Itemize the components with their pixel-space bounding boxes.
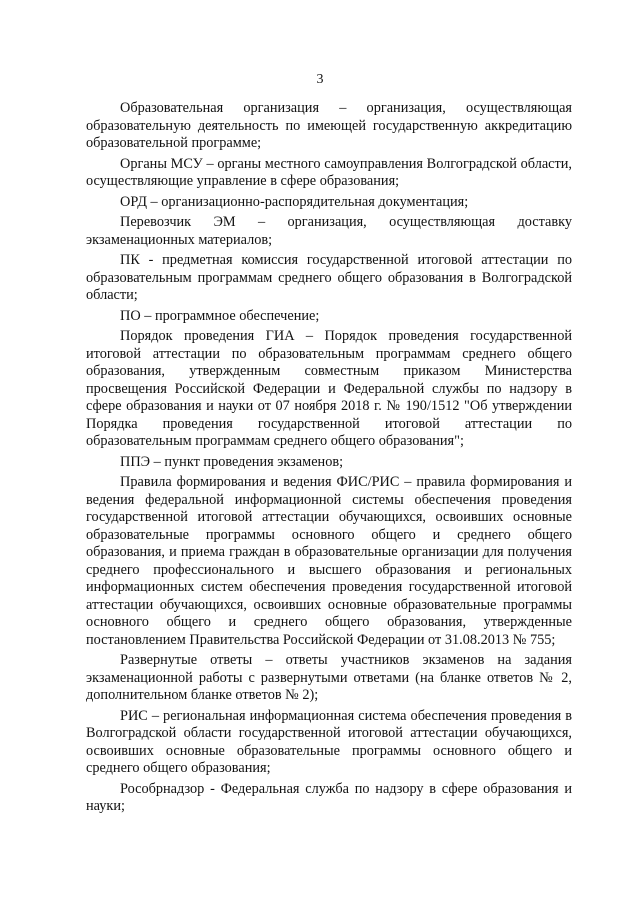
paragraph-ris: РИС – региональная информационная система обеспечения проведения в Волгоградской области государственной итоговой аттестации обучающихся, освоивших основные образовательные программы основного общего и среднего общего образования; — [86, 707, 572, 776]
document-body — [86, 100, 572, 819]
paragraph-em-carrier: Перевозчик ЭМ – организация, осуществляющая доставку экзаменационных материалов; — [86, 214, 572, 248]
page-number: 3 — [316, 72, 324, 87]
paragraph-extended-answers: Развернутые ответы – ответы участников экзаменов на задания экзаменационной работы с развернутыми ответами (на бланке ответов № 2, дополнительном бланке ответов № 2); — [86, 652, 572, 703]
paragraph-gia-procedure: Порядок проведения ГИА – Порядок проведения государственной итоговой аттестации по образовательным программам среднего общего образования, утвержденным совместным приказом Министерства просвещения Российской Федерации и Федеральной службы по надзору в сфере образования и науки от 07 ноября 2018 г. № 190/1512 "Об утверждении Порядка проведения государственной итоговой аттестации по образовательным программам среднего общего образования"; — [86, 328, 572, 449]
paragraph-subject-commission: ПК - предметная комиссия государственной итоговой аттестации по образовательным программам среднего общего образования в Волгоградской области; — [86, 252, 572, 303]
paragraph-rosobrnadzor: Рособрнадзор - Федеральная служба по надзору в сфере образования и науки; — [86, 780, 572, 814]
paragraph-educational-organization: Образовательная организация – организация, осуществляющая образовательную деятельность по имеющей государственную аккредитацию образовательной программе; — [86, 100, 572, 151]
paragraph-msu-bodies: Органы МСУ – органы местного самоуправления Волгоградской области, осуществляющие управление в сфере образования; — [86, 155, 572, 189]
paragraph-fis-ris-rules: Правила формирования и ведения ФИС/РИС – правила формирования и ведения федеральной информационной системы обеспечения проведения государственной итоговой аттестации обучающихся, освоивших основные образовательные программы основного общего и среднего общего образования, и приема граждан в образовательные организации для получения среднего профессионального и высшего образования и региональных информационных систем обеспечения проведения государственной итоговой аттестации обучающихся, освоивших основные образовательные программы основного общего и среднего общего образования, утвержденные постановлением Правительства Российской Федерации от 31.08.2013 № 755; — [86, 474, 572, 648]
paragraph-ord: ОРД – организационно-распорядительная документация; — [120, 193, 469, 210]
paragraph-exam-point: ППЭ – пункт проведения экзаменов; — [120, 453, 344, 470]
paragraph-software: ПО – программное обеспечение; — [120, 307, 320, 324]
